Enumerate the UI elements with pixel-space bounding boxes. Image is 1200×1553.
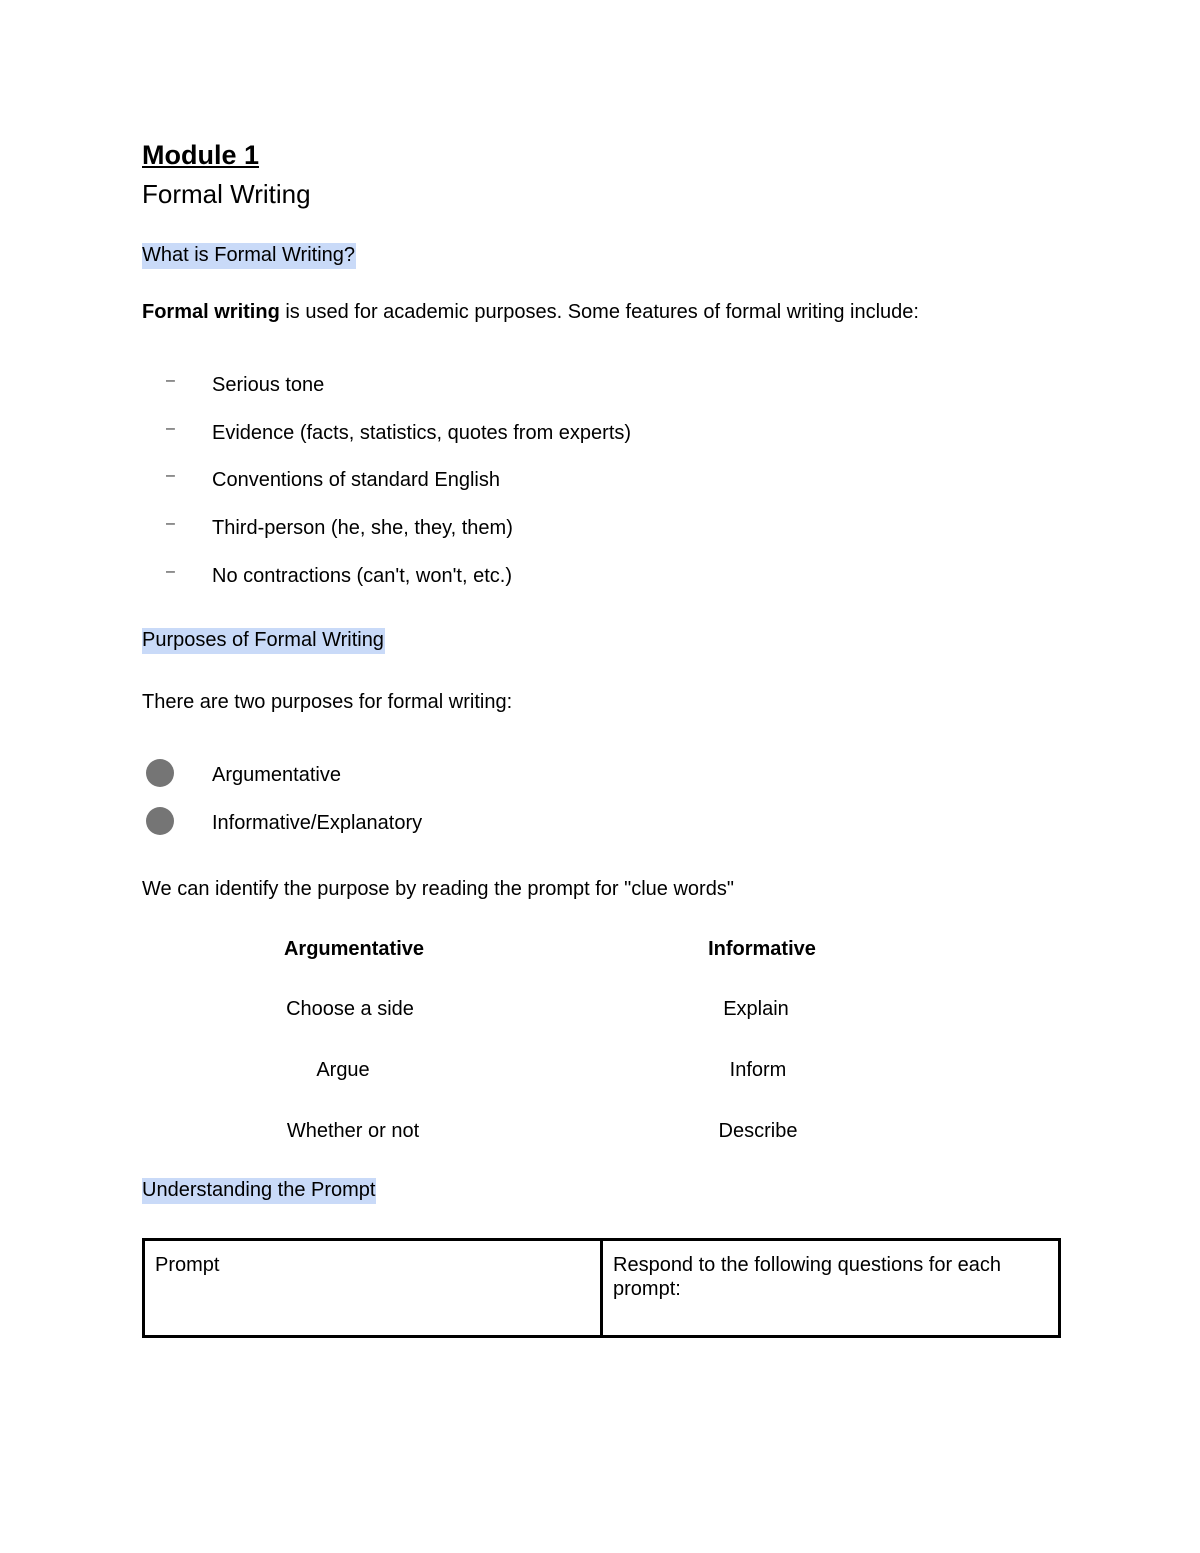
- prompt-cell: Prompt: [144, 1240, 602, 1337]
- table-row: [144, 1240, 1060, 1337]
- clue-words-intro: We can identify the purpose by reading the prompt for "clue words": [142, 878, 734, 900]
- section-heading-what-is-text: What is Formal Writing?: [142, 243, 356, 269]
- purpose-item: Argumentative: [212, 764, 341, 786]
- feature-item: Serious tone: [212, 374, 325, 396]
- section-heading-what-is: [142, 244, 356, 267]
- column-header-informative: Informative: [708, 938, 816, 960]
- informative-clue-word: Explain: [723, 998, 789, 1020]
- informative-clue-word: Inform: [729, 1059, 787, 1081]
- page-title: Module 1: [142, 140, 260, 170]
- section-heading-purposes: [142, 629, 385, 652]
- purposes-intro: There are two purposes for formal writing:: [142, 691, 513, 713]
- column-header-argumentative: Argumentative: [283, 938, 425, 960]
- filled-circle-bullet-icon: [146, 759, 174, 787]
- dash-bullet-icon: –: [166, 467, 175, 484]
- feature-item: Third-person (he, she, they, them): [212, 517, 513, 539]
- prompt-table: [142, 1238, 1061, 1338]
- dash-bullet-icon: –: [166, 372, 175, 389]
- feature-item: Conventions of standard English: [212, 469, 500, 491]
- argumentative-clue-word: Whether or not: [286, 1120, 420, 1142]
- dash-bullet-icon: –: [166, 420, 175, 437]
- intro-bold-term: Formal writing: [142, 301, 280, 323]
- informative-clue-word: Describe: [718, 1120, 798, 1142]
- feature-item: No contractions (can't, won't, etc.): [212, 565, 512, 587]
- argumentative-clue-word: Argue: [316, 1059, 370, 1081]
- intro-rest-text: is used for academic purposes. Some features of formal writing include:: [279, 301, 919, 323]
- filled-circle-bullet-icon: [146, 807, 174, 835]
- purpose-item: Informative/Explanatory: [212, 812, 423, 834]
- argumentative-clue-word: Choose a side: [286, 998, 414, 1020]
- response-instructions-cell: Respond to the following questions for each prompt:: [602, 1240, 1060, 1337]
- feature-item: Evidence (facts, statistics, quotes from experts): [212, 422, 632, 444]
- dash-bullet-icon: –: [166, 563, 175, 580]
- section-heading-purposes-text: Purposes of Formal Writing: [142, 628, 385, 654]
- dash-bullet-icon: –: [166, 515, 175, 532]
- section-heading-understanding-text: Understanding the Prompt: [142, 1178, 376, 1204]
- intro-paragraph: [142, 301, 919, 324]
- page-subtitle: Formal Writing: [142, 179, 311, 209]
- section-heading-understanding: [142, 1179, 376, 1202]
